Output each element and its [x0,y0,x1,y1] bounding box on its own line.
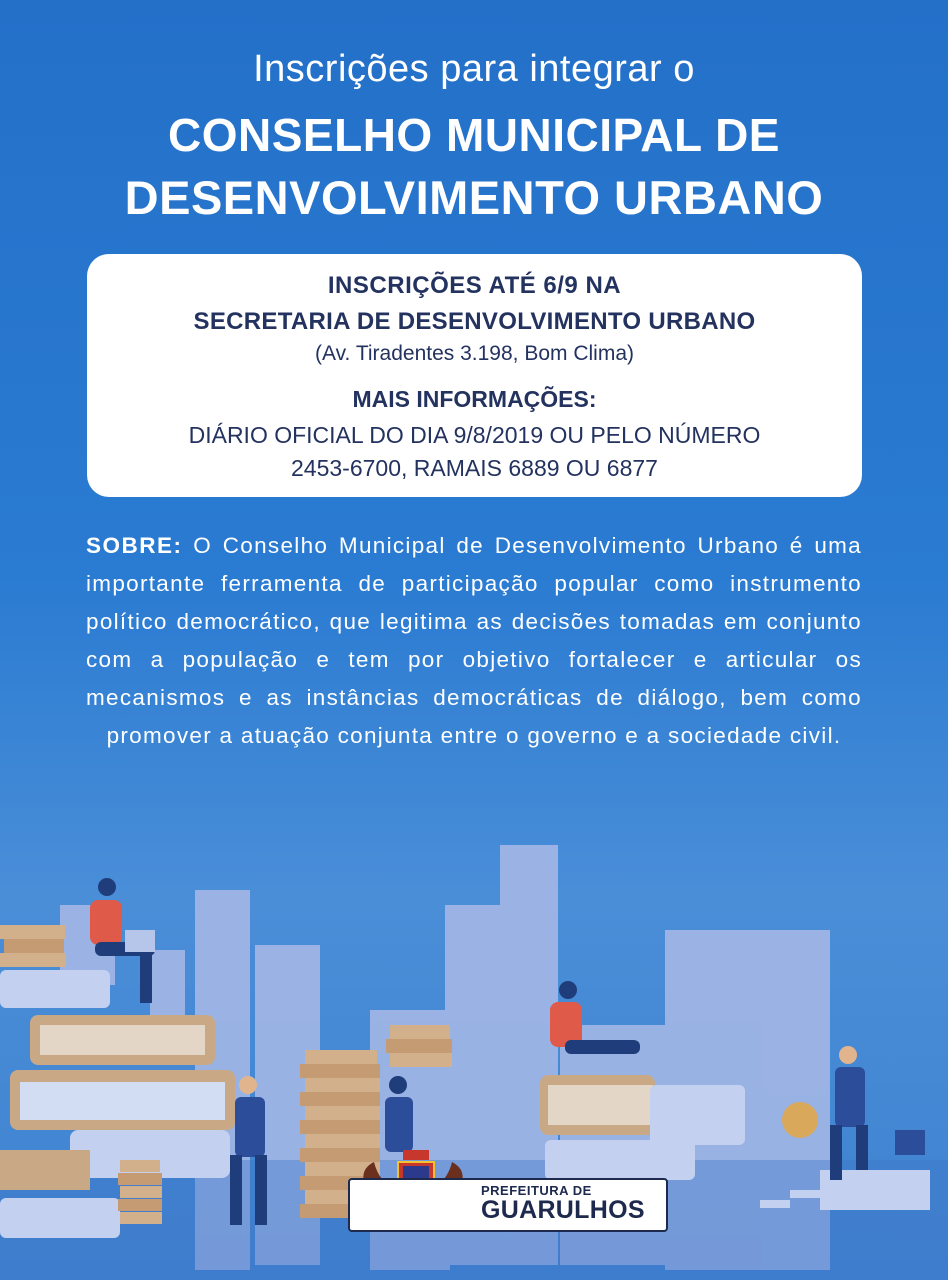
more-info-label: MAIS INFORMAÇÕES: [352,386,597,412]
info-box [87,254,862,497]
about-paragraph [86,527,862,755]
about-label: SOBRE: [86,533,183,558]
about-text: O Conselho Municipal de Desenvolvimento Urbano é uma importante ferramenta de participação popular como instrumento político democrático, que legitima as decisões tomadas em conjunto com a população e tem por objetivo fortalecer e articular os mecanismos e as instâncias democráticas de diálogo, bem como promover a atuação conjunta entre o governo e a sociedade civil. [86,533,862,748]
logo-city: GUARULHOS [481,1196,645,1224]
intro-heading: Inscrições para integrar o [253,48,695,90]
more-info-line-2: 2453-6700, RAMAIS 6889 OU 6877 [291,455,658,481]
title-line-1: CONSELHO MUNICIPAL DE [168,109,780,161]
logo-prefix: PREFEITURA DE [481,1183,592,1198]
more-info-line-1: DIÁRIO OFICIAL DO DIA 9/8/2019 OU PELO NÚMERO [188,422,761,448]
city-hall-logo [348,1148,666,1230]
registration-deadline: INSCRIÇÕES ATÉ 6/9 NA [327,272,622,299]
registration-address: (Av. Tiradentes 3.198, Bom Clima) [314,342,635,365]
title-line-2: DESENVOLVIMENTO URBANO [124,171,824,224]
registration-place: SECRETARIA DE DESENVOLVIMENTO URBANO [193,308,756,335]
